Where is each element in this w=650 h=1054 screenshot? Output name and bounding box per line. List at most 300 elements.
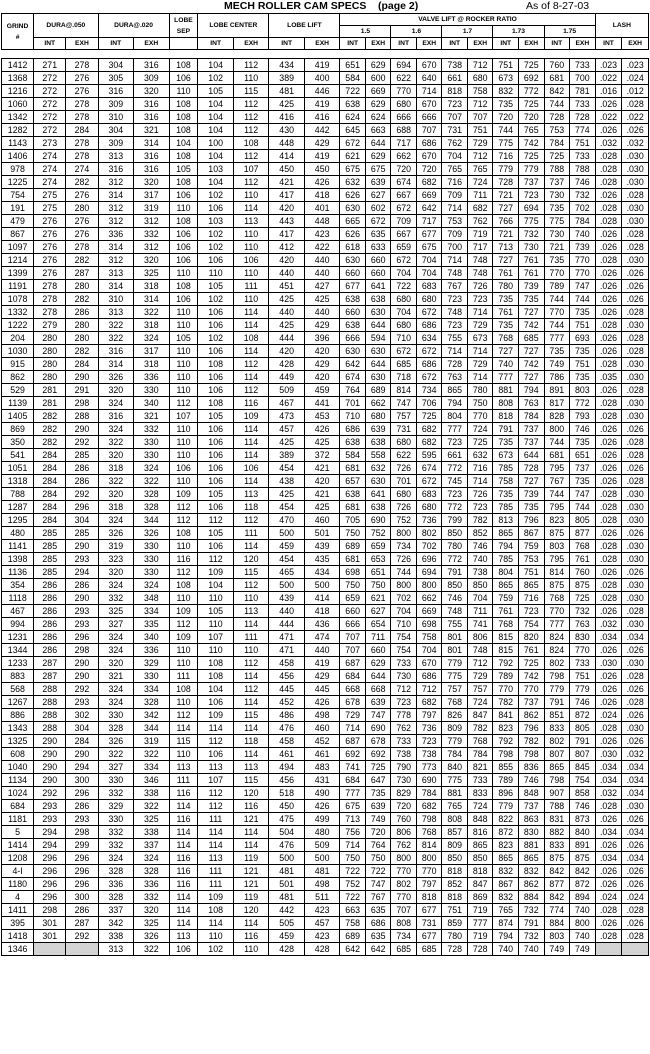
spec-cell: 629: [365, 657, 391, 670]
spec-cell: 802: [416, 527, 442, 540]
spec-cell: 764: [365, 839, 391, 852]
spec-cell: 775: [493, 137, 519, 150]
spec-cell: 332: [98, 839, 134, 852]
grind-number-cell: 1406: [2, 150, 34, 163]
spec-cell: 336: [134, 644, 170, 657]
spec-cell: 662: [391, 150, 417, 163]
spec-cell: 319: [134, 202, 170, 215]
spec-cell: 336: [134, 371, 170, 384]
spec-cell: [595, 943, 622, 956]
spec-cell: 666: [416, 111, 442, 124]
spec-cell: 272: [34, 72, 66, 85]
spec-cell: 832: [519, 865, 545, 878]
spec-cell: 440: [269, 267, 305, 280]
spec-cell: 797: [416, 878, 442, 891]
spec-cell: 833: [544, 722, 570, 735]
spec-cell: 704: [467, 592, 493, 605]
grind-number-cell: 1141: [2, 540, 34, 553]
grind-number-cell: 1342: [2, 111, 34, 124]
spec-cell: 313: [98, 943, 134, 956]
int-label: INT: [493, 38, 519, 50]
spec-cell: 638: [340, 436, 366, 449]
table-row: [2, 540, 649, 553]
spec-cell: 800: [544, 423, 570, 436]
spec-cell: 630: [365, 371, 391, 384]
spec-cell: 723: [519, 605, 545, 618]
spec-cell: 272: [34, 111, 66, 124]
spec-cell: 429: [304, 358, 340, 371]
spec-cell: 672: [416, 475, 442, 488]
spec-cell: 738: [442, 59, 468, 72]
spec-cell: 674: [340, 371, 366, 384]
header-spacer: [2, 50, 649, 59]
table-row: [2, 124, 649, 137]
spec-cell: 113: [198, 852, 234, 865]
spec-cell: 742: [519, 670, 545, 683]
spec-cell: 730: [391, 774, 417, 787]
spec-cell: 109: [169, 631, 198, 644]
spec-cell: 875: [570, 852, 596, 865]
spec-cell: 850: [467, 579, 493, 592]
spec-cell: 511: [304, 891, 340, 904]
spec-cell: 752: [340, 878, 366, 891]
table-row: [2, 410, 649, 423]
spec-cell: 772: [442, 501, 468, 514]
grind-number-cell: 568: [2, 683, 34, 696]
table-row: [2, 774, 649, 787]
spec-cell: 685: [416, 943, 442, 956]
spec-cell: 296: [66, 787, 98, 800]
spec-cell: 109: [169, 605, 198, 618]
spec-cell: 735: [544, 202, 570, 215]
spec-cell: .028: [595, 488, 622, 501]
spec-cell: 423: [304, 930, 340, 943]
spec-cell: 724: [467, 800, 493, 813]
table-row: [2, 423, 649, 436]
grind-number-cell: 1405: [2, 410, 34, 423]
spec-cell: 791: [570, 735, 596, 748]
table-body: [2, 50, 649, 956]
spec-cell: 296: [34, 852, 66, 865]
spec-cell: 473: [269, 410, 305, 423]
spec-cell: 803: [544, 930, 570, 943]
spec-cell: .026: [622, 839, 649, 852]
spec-cell: .030: [595, 657, 622, 670]
spec-cell: .023: [595, 59, 622, 72]
spec-cell: 778: [391, 709, 417, 722]
spec-cell: 713: [493, 241, 519, 254]
spec-cell: .028: [595, 163, 622, 176]
spec-cell: 752: [391, 514, 417, 527]
spec-cell: 276: [34, 254, 66, 267]
exh-label: EXH: [365, 38, 391, 50]
spec-cell: .026: [622, 709, 649, 722]
spec-cell: 450: [269, 800, 305, 813]
spec-cell: 746: [570, 696, 596, 709]
spec-cell: .022: [595, 111, 622, 124]
spec-cell: 114: [233, 436, 269, 449]
spec-cell: 672: [340, 137, 366, 150]
spec-cell: 891: [544, 384, 570, 397]
spec-cell: 806: [391, 826, 417, 839]
spec-cell: 322: [98, 332, 134, 345]
spec-cell: 288: [34, 696, 66, 709]
spec-cell: 758: [340, 917, 366, 930]
spec-cell: 758: [467, 85, 493, 98]
spec-cell: 673: [493, 72, 519, 85]
spec-cell: 660: [365, 644, 391, 657]
table-row: [2, 150, 649, 163]
spec-cell: 709: [391, 215, 417, 228]
spec-cell: 765: [442, 163, 468, 176]
spec-cell: 278: [66, 241, 98, 254]
spec-cell: 865: [467, 839, 493, 852]
spec-cell: 680: [391, 293, 417, 306]
spec-cell: .026: [622, 644, 649, 657]
spec-cell: 278: [34, 280, 66, 293]
spec-cell: 467: [269, 397, 305, 410]
spec-cell: 754: [519, 618, 545, 631]
spec-cell: .028: [595, 592, 622, 605]
spec-cell: .030: [622, 540, 649, 553]
spec-cell: 770: [570, 254, 596, 267]
spec-cell: 104: [198, 579, 234, 592]
spec-cell: 324: [98, 696, 134, 709]
spec-cell: 290: [66, 748, 98, 761]
spec-cell: 798: [493, 748, 519, 761]
spec-cell: 780: [442, 540, 468, 553]
spec-cell: .030: [622, 215, 649, 228]
spec-cell: 722: [365, 865, 391, 878]
spec-cell: 789: [493, 670, 519, 683]
spec-cell: 452: [269, 696, 305, 709]
spec-cell: 316: [98, 410, 134, 423]
spec-cell: 116: [233, 800, 269, 813]
spec-cell: 329: [98, 800, 134, 813]
spec-cell: 439: [269, 592, 305, 605]
grind-number-cell: 1225: [2, 176, 34, 189]
spec-cell: 595: [416, 449, 442, 462]
spec-cell: 682: [416, 436, 442, 449]
table-row: [2, 800, 649, 813]
exh-label: EXH: [622, 38, 649, 50]
spec-cell: 813: [493, 514, 519, 527]
spec-cell: 758: [416, 631, 442, 644]
spec-cell: 278: [34, 306, 66, 319]
spec-cell: 116: [233, 397, 269, 410]
spec-cell: 443: [269, 215, 305, 228]
spec-cell: 324: [134, 579, 170, 592]
table-row: [2, 358, 649, 371]
spec-cell: 760: [391, 813, 417, 826]
spec-cell: 285: [34, 527, 66, 540]
spec-cell: 747: [570, 280, 596, 293]
spec-cell: 732: [570, 189, 596, 202]
spec-cell: 748: [442, 306, 468, 319]
grind-number-cell: 541: [2, 449, 34, 462]
spec-cell: 802: [544, 735, 570, 748]
spec-cell: 688: [391, 124, 417, 137]
spec-cell: 110: [233, 267, 269, 280]
spec-cell: 284: [66, 358, 98, 371]
spec-cell: .026: [622, 462, 649, 475]
spec-cell: 823: [493, 839, 519, 852]
spec-cell: 877: [570, 527, 596, 540]
spec-cell: 784: [442, 748, 468, 761]
spec-cell: .026: [595, 189, 622, 202]
spec-cell: 711: [467, 189, 493, 202]
grind-number-cell: 1060: [2, 98, 34, 111]
spec-cell: 288: [34, 709, 66, 722]
spec-cell: 501: [269, 878, 305, 891]
spec-cell: 290: [66, 657, 98, 670]
spec-cell: 114: [233, 670, 269, 683]
spec-cell: 784: [467, 748, 493, 761]
spec-cell: 108: [233, 137, 269, 150]
spec-cell: 457: [269, 423, 305, 436]
spec-cell: 694: [391, 59, 417, 72]
table-row: [2, 306, 649, 319]
spec-cell: 720: [391, 800, 417, 813]
spec-cell: 429: [304, 137, 340, 150]
spec-cell: 121: [233, 813, 269, 826]
spec-cell: 470: [269, 514, 305, 527]
spec-cell: 336: [134, 878, 170, 891]
spec-cell: 630: [365, 475, 391, 488]
table-row: [2, 839, 649, 852]
spec-cell: 775: [442, 670, 468, 683]
spec-cell: 626: [340, 189, 366, 202]
spec-cell: 108: [198, 657, 234, 670]
spec-cell: 298: [66, 826, 98, 839]
spec-cell: 300: [66, 774, 98, 787]
spec-cell: 702: [570, 202, 596, 215]
spec-cell: 475: [269, 813, 305, 826]
spec-cell: 726: [467, 280, 493, 293]
spec-cell: 112: [169, 618, 198, 631]
spec-cell: 109: [198, 891, 234, 904]
spec-cell: 712: [467, 150, 493, 163]
spec-cell: .024: [595, 891, 622, 904]
spec-cell: 332: [134, 228, 170, 241]
spec-cell: 744: [544, 436, 570, 449]
spec-cell: 751: [493, 59, 519, 72]
spec-cell: 276: [66, 228, 98, 241]
spec-cell: 115: [233, 566, 269, 579]
spec-cell: 753: [519, 553, 545, 566]
spec-cell: 105: [198, 527, 234, 540]
spec-cell: 490: [304, 787, 340, 800]
spec-cell: 865: [493, 527, 519, 540]
spec-cell: 641: [365, 280, 391, 293]
spec-cell: 328: [134, 865, 170, 878]
spec-cell: 114: [169, 722, 198, 735]
spec-cell: 674: [416, 462, 442, 475]
spec-cell: 336: [98, 228, 134, 241]
spec-cell: 431: [304, 774, 340, 787]
spec-cell: 723: [391, 696, 417, 709]
spec-cell: 875: [544, 579, 570, 592]
spec-cell: 110: [169, 306, 198, 319]
spec-cell: 907: [544, 787, 570, 800]
spec-cell: 680: [391, 436, 417, 449]
spec-cell: 293: [66, 618, 98, 631]
spec-cell: 273: [34, 137, 66, 150]
spec-cell: 504: [269, 826, 305, 839]
spec-cell: 710: [391, 332, 417, 345]
spec-cell: 112: [233, 683, 269, 696]
spec-cell: 775: [544, 215, 570, 228]
table-row: [2, 605, 649, 618]
spec-cell: 121: [233, 865, 269, 878]
spec-cell: 430: [269, 124, 305, 137]
spec-cell: .026: [622, 267, 649, 280]
grind-number-cell: 1214: [2, 254, 34, 267]
spec-cell: 316: [134, 98, 170, 111]
spec-cell: 324: [98, 631, 134, 644]
spec-cell: .026: [595, 449, 622, 462]
spec-cell: 642: [340, 943, 366, 956]
spec-cell: 758: [493, 475, 519, 488]
spec-cell: 746: [442, 592, 468, 605]
spec-cell: 722: [391, 280, 417, 293]
spec-cell: 725: [570, 592, 596, 605]
spec-cell: 728: [570, 111, 596, 124]
table-row: [2, 241, 649, 254]
spec-cell: 310: [98, 111, 134, 124]
spec-cell: 706: [416, 397, 442, 410]
spec-cell: 791: [442, 566, 468, 579]
spec-cell: 112: [233, 384, 269, 397]
spec-cell: 815: [493, 644, 519, 657]
spec-cell: 737: [519, 436, 545, 449]
spec-cell: 770: [416, 865, 442, 878]
spec-cell: 785: [493, 553, 519, 566]
spec-cell: 105: [169, 332, 198, 345]
spec-cell: 114: [233, 722, 269, 735]
spec-cell: .030: [622, 501, 649, 514]
spec-cell: 638: [365, 501, 391, 514]
spec-cell: 414: [269, 150, 305, 163]
spec-cell: 665: [340, 215, 366, 228]
table-row: [2, 176, 649, 189]
spec-cell: 731: [391, 423, 417, 436]
spec-cell: 420: [269, 254, 305, 267]
spec-cell: 730: [391, 670, 417, 683]
spec-cell: .028: [595, 176, 622, 189]
spec-cell: 735: [544, 254, 570, 267]
spec-cell: 276: [34, 215, 66, 228]
spec-cell: 660: [340, 605, 366, 618]
spec-cell: 320: [98, 488, 134, 501]
spec-cell: 272: [34, 85, 66, 98]
spec-cell: .032: [622, 748, 649, 761]
spec-cell: 304: [98, 59, 134, 72]
exh-label: EXH: [519, 38, 545, 50]
spec-cell: 106: [198, 319, 234, 332]
spec-cell: 622: [391, 72, 417, 85]
spec-cell: 723: [442, 293, 468, 306]
grind-number-cell: 1414: [2, 839, 34, 852]
spec-cell: 328: [134, 696, 170, 709]
spec-cell: 112: [233, 579, 269, 592]
spec-cell: .026: [595, 683, 622, 696]
grind-number-cell: 754: [2, 189, 34, 202]
spec-cell: 712: [467, 98, 493, 111]
spec-cell: 639: [365, 800, 391, 813]
spec-cell: 458: [269, 735, 305, 748]
spec-cell: 294: [66, 761, 98, 774]
spec-cell: 471: [269, 644, 305, 657]
spec-cell: .028: [622, 384, 649, 397]
spec-cell: 675: [365, 163, 391, 176]
table-row: [2, 215, 649, 228]
spec-cell: 293: [34, 813, 66, 826]
spec-cell: .030: [622, 618, 649, 631]
spec-cell: 733: [467, 774, 493, 787]
spec-cell: 824: [544, 631, 570, 644]
spec-cell: 735: [570, 345, 596, 358]
spec-cell: 672: [416, 345, 442, 358]
spec-cell: .028: [622, 241, 649, 254]
spec-cell: .024: [595, 709, 622, 722]
spec-cell: 278: [66, 98, 98, 111]
spec-cell: 321: [134, 124, 170, 137]
grind-number-cell: 480: [2, 527, 34, 540]
spec-cell: 761: [519, 254, 545, 267]
spec-cell: 672: [391, 345, 417, 358]
spec-cell: 832: [493, 865, 519, 878]
spec-cell: 389: [269, 449, 305, 462]
grind-number-cell: 350: [2, 436, 34, 449]
spec-cell: .026: [595, 566, 622, 579]
spec-cell: 326: [98, 735, 134, 748]
spec-cell: 727: [493, 345, 519, 358]
spec-cell: 762: [467, 215, 493, 228]
spec-cell: 770: [544, 605, 570, 618]
spec-cell: 686: [416, 137, 442, 150]
spec-cell: 309: [98, 137, 134, 150]
spec-cell: 733: [570, 98, 596, 111]
spec-cell: 638: [365, 293, 391, 306]
spec-cell: 852: [467, 527, 493, 540]
spec-cell: .034: [622, 787, 649, 800]
spec-cell: 754: [391, 631, 417, 644]
spec-cell: 638: [340, 488, 366, 501]
spec-cell: 714: [467, 306, 493, 319]
spec-cell: 741: [467, 618, 493, 631]
spec-cell: .024: [622, 72, 649, 85]
table-row: [2, 709, 649, 722]
spec-cell: 114: [233, 917, 269, 930]
spec-cell: 276: [66, 189, 98, 202]
spec-cell: 850: [442, 527, 468, 540]
spec-cell: 727: [519, 345, 545, 358]
spec-cell: 740: [467, 553, 493, 566]
spec-cell: 770: [391, 85, 417, 98]
spec-cell: 638: [340, 319, 366, 332]
spec-cell: 321: [98, 670, 134, 683]
table-row: [2, 722, 649, 735]
spec-cell: 714: [442, 345, 468, 358]
spec-cell: 419: [304, 59, 340, 72]
lobe-lift-header: LOBE LIFT: [269, 14, 340, 38]
spec-cell: 112: [169, 501, 198, 514]
spec-cell: 762: [442, 137, 468, 150]
spec-cell: 741: [340, 761, 366, 774]
spec-cell: 110: [169, 319, 198, 332]
spec-cell: 292: [66, 683, 98, 696]
